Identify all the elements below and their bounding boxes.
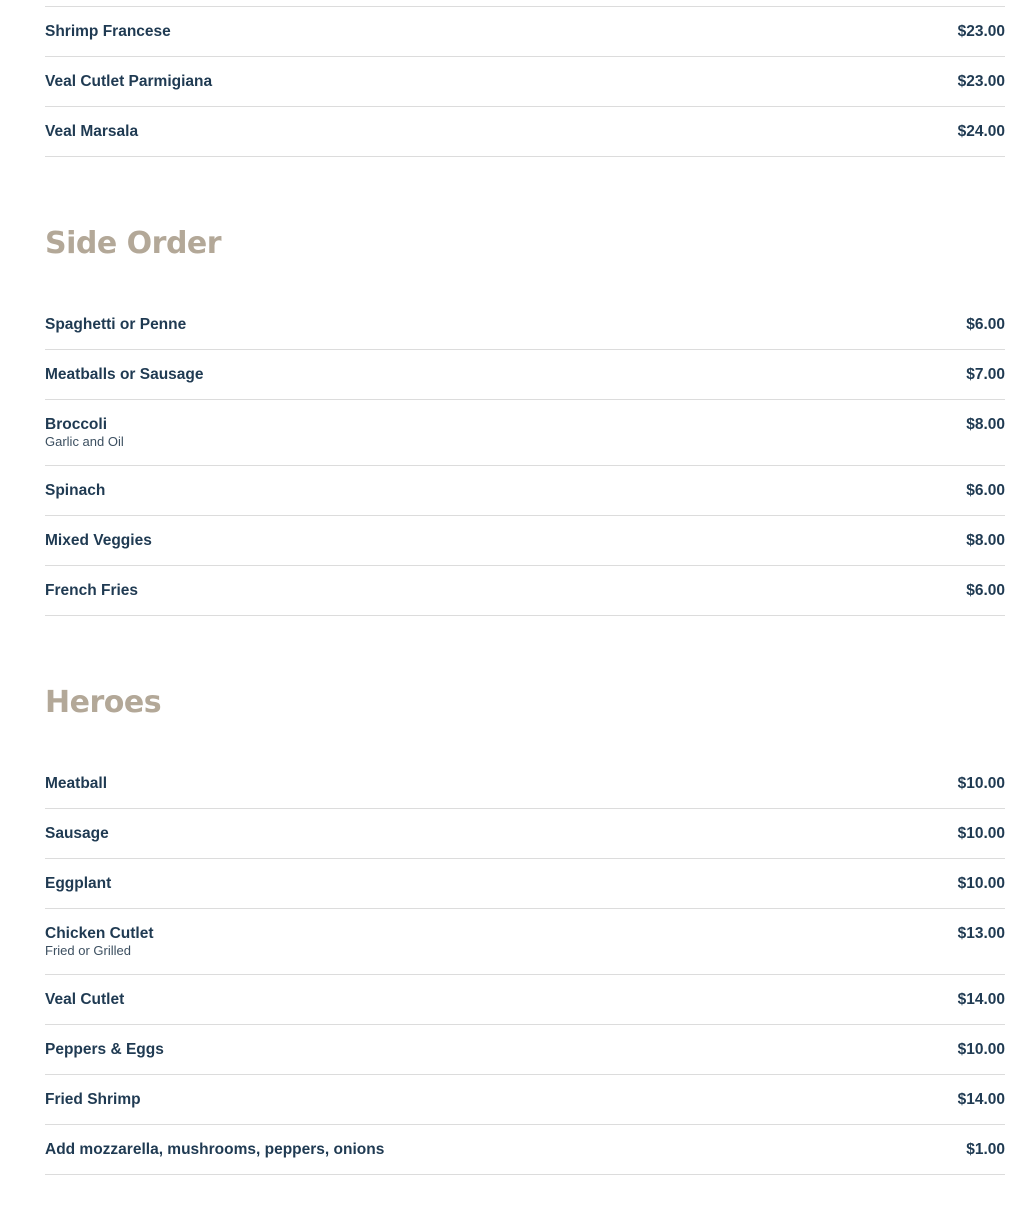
menu-item xyxy=(45,7,1005,57)
item-name: Mixed Veggies xyxy=(45,532,152,549)
item-name: Meatballs or Sausage xyxy=(45,366,204,383)
item-price: $6.00 xyxy=(966,316,1005,333)
item-price: $14.00 xyxy=(957,1091,1005,1108)
item-name: Veal Marsala xyxy=(45,123,139,140)
item-name: Shrimp Francese xyxy=(45,23,171,40)
menu-item xyxy=(45,400,1005,466)
menu-item xyxy=(45,975,1005,1025)
item-price: $10.00 xyxy=(957,875,1005,892)
menu-item xyxy=(45,300,1005,350)
section-spacer xyxy=(45,616,1005,669)
menu-item xyxy=(45,759,1005,809)
item-name: Fried Shrimp xyxy=(45,1091,141,1108)
item-name: Chicken Cutlet xyxy=(45,925,154,942)
item-price: $23.00 xyxy=(957,73,1005,90)
section-title: Side Order xyxy=(45,226,222,261)
item-price: $8.00 xyxy=(966,416,1005,433)
item-name: Sausage xyxy=(45,825,109,842)
item-name: Peppers & Eggs xyxy=(45,1041,164,1058)
item-price: $10.00 xyxy=(957,1041,1005,1058)
menu-item-list xyxy=(45,300,1005,616)
item-name: French Fries xyxy=(45,582,139,599)
item-price: $10.00 xyxy=(957,825,1005,842)
top-divider xyxy=(45,0,1005,7)
item-price: $7.00 xyxy=(966,366,1005,383)
menu-item xyxy=(45,350,1005,400)
item-name: Eggplant xyxy=(45,875,112,892)
item-price: $23.00 xyxy=(957,23,1005,40)
section-spacer xyxy=(45,157,1005,210)
item-price: $13.00 xyxy=(957,925,1005,942)
item-price: $6.00 xyxy=(966,582,1005,599)
menu-item xyxy=(45,1075,1005,1125)
menu-item xyxy=(45,107,1005,157)
section-title: Heroes xyxy=(45,685,162,720)
section-heroes xyxy=(45,669,1005,1175)
item-price: $10.00 xyxy=(957,775,1005,792)
section-side-order xyxy=(45,210,1005,616)
item-price: $14.00 xyxy=(957,991,1005,1008)
item-description: Fried or Grilled xyxy=(45,943,131,958)
menu-item-list xyxy=(45,759,1005,1175)
item-name: Spaghetti or Penne xyxy=(45,316,187,333)
menu-item xyxy=(45,1125,1005,1175)
item-description: Garlic and Oil xyxy=(45,434,124,449)
section-entrees-continued xyxy=(45,7,1005,157)
item-price: $24.00 xyxy=(957,123,1005,140)
menu-page xyxy=(45,0,1005,1175)
title-spacer xyxy=(45,278,1005,300)
menu-item xyxy=(45,516,1005,566)
item-name: Meatball xyxy=(45,775,108,792)
menu-item-list xyxy=(45,7,1005,157)
menu-item xyxy=(45,809,1005,859)
menu-item xyxy=(45,566,1005,616)
item-name: Broccoli xyxy=(45,416,108,433)
item-name: Veal Cutlet xyxy=(45,991,125,1008)
menu-item xyxy=(45,909,1005,975)
menu-item xyxy=(45,1025,1005,1075)
item-name: Add mozzarella, mushrooms, peppers, onions xyxy=(45,1141,385,1158)
menu-item xyxy=(45,57,1005,107)
menu-item xyxy=(45,466,1005,516)
item-name: Spinach xyxy=(45,482,106,499)
item-price: $8.00 xyxy=(966,532,1005,549)
item-price: $6.00 xyxy=(966,482,1005,499)
title-spacer xyxy=(45,737,1005,759)
item-name: Veal Cutlet Parmigiana xyxy=(45,73,213,90)
item-price: $1.00 xyxy=(966,1141,1005,1158)
menu-item xyxy=(45,859,1005,909)
